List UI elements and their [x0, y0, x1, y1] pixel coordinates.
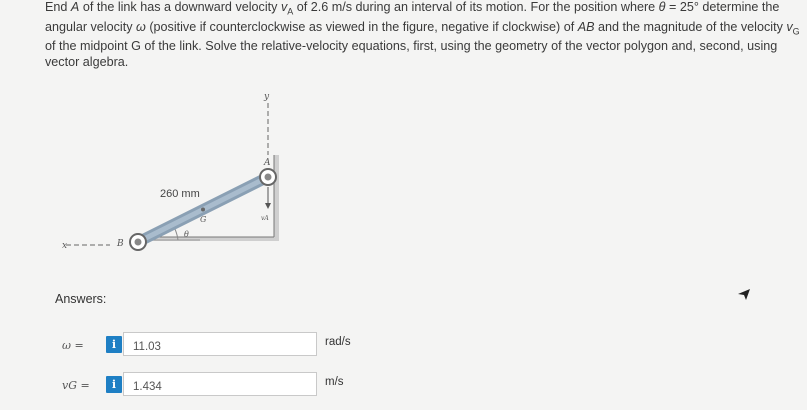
omega-unit: rad/s: [325, 336, 351, 348]
info-icon[interactable]: i: [106, 376, 122, 393]
label-g: G: [200, 215, 207, 224]
right-guide-wall: [274, 155, 279, 240]
length-label: 260 mm: [160, 188, 200, 200]
label-va: vA: [261, 215, 269, 222]
x-axis-label: x: [62, 241, 68, 251]
link-figure: [50, 85, 300, 260]
info-icon[interactable]: i: [106, 336, 122, 353]
problem-statement: End A of the link has a downward velocity $v_A$ of 2.6 m/s during an interval of its motion. For the position where θ = 25° determine the angular velocity ω (positive if counterclockwise as viewed in the figure, negative if clockwise) of AB and the magnitude of the velocity $v_G$ of the midpoint G of the link. Solve the relative-velocity equations, first, using the geometry of the vector polygon and, second, using vector algebra.: [45, 0, 800, 69]
label-b: B: [117, 239, 124, 249]
mouse-cursor-icon: [737, 287, 751, 301]
midpoint-g: [201, 208, 205, 212]
theta-label: θ: [184, 230, 189, 239]
vg-input[interactable]: 1.434: [123, 372, 317, 396]
omega-label: ω =: [62, 339, 84, 352]
answers-title: Answers:: [55, 292, 107, 306]
vg-label: vG =: [62, 379, 90, 392]
label-a: A: [264, 158, 271, 168]
y-axis-label: y: [264, 92, 270, 102]
vg-unit: m/s: [325, 376, 344, 388]
omega-input[interactable]: 11.03: [123, 332, 317, 356]
